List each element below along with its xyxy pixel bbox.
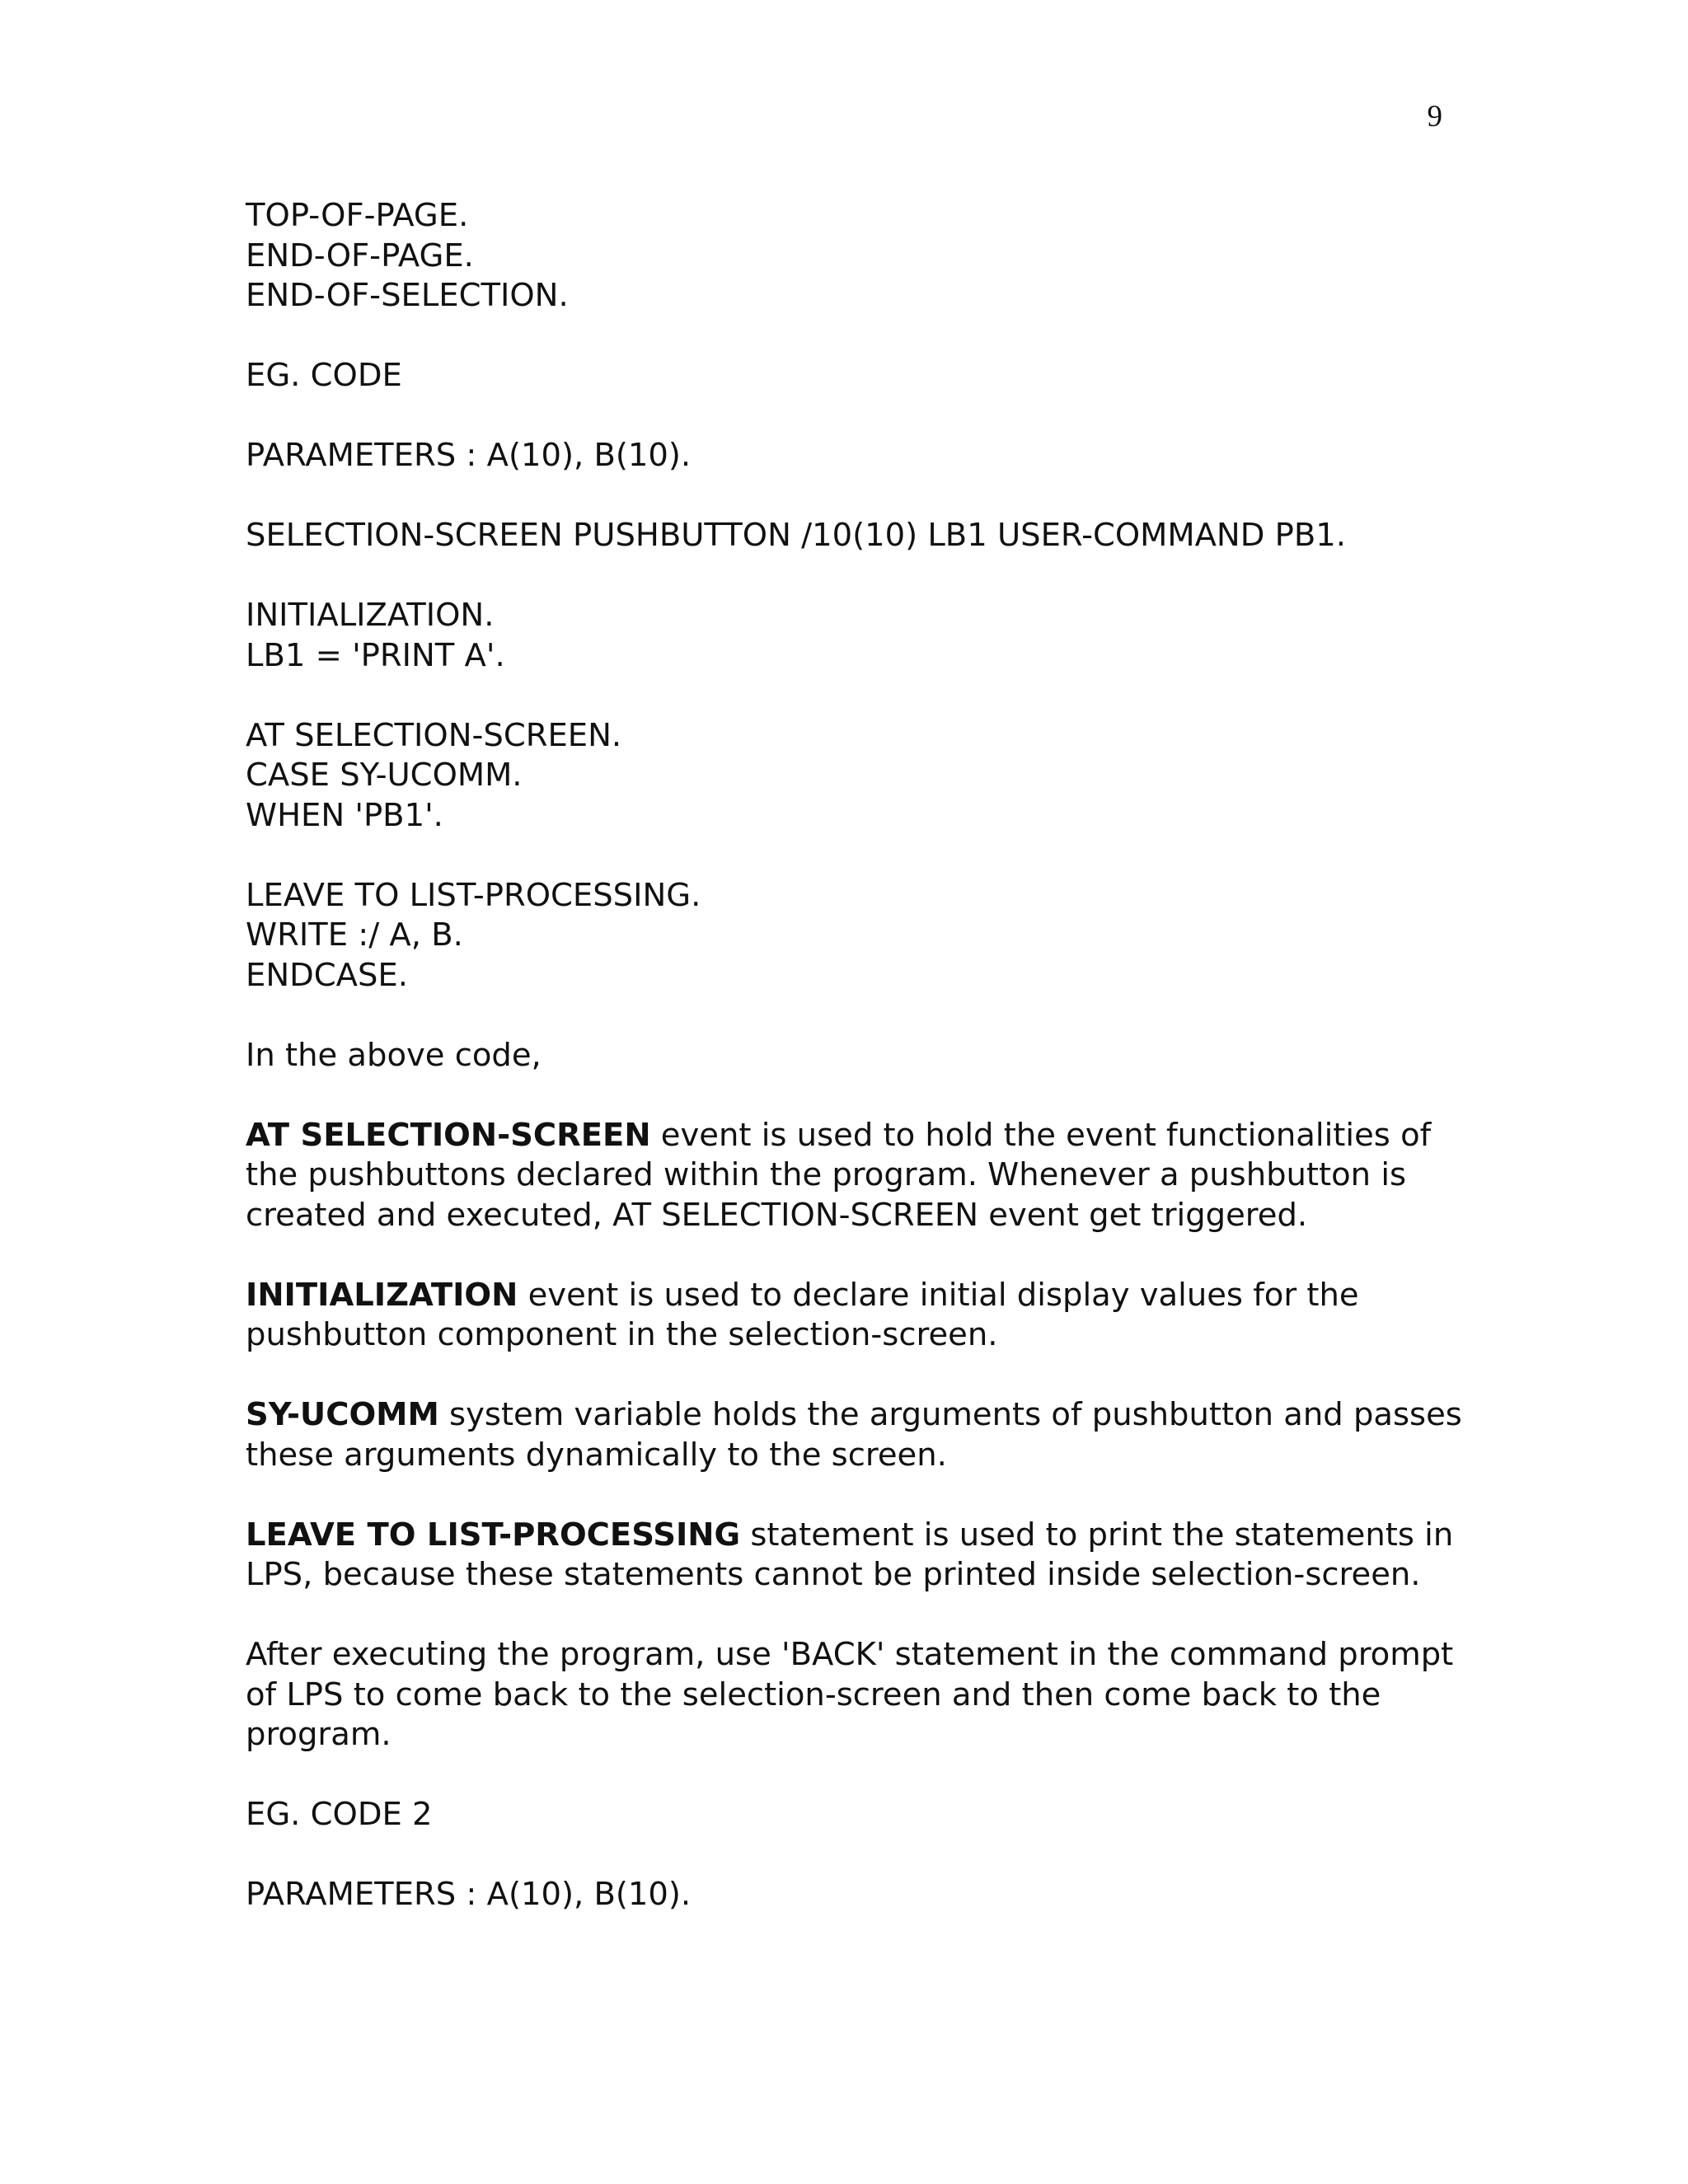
code-line: LEAVE TO LIST-PROCESSING. <box>246 876 701 914</box>
explanation-leave-to-list-processing: LEAVE TO LIST-PROCESSING statement is used to print the statements in LPS, because these statements cannot be printed inside selection-screen. <box>246 1516 1454 1593</box>
term: INITIALIZATION <box>246 1276 518 1314</box>
code-line: PARAMETERS : A(10), B(10). <box>246 437 692 474</box>
code-line: INITIALIZATION. <box>246 597 495 634</box>
code-line: ENDCASE. <box>246 956 408 994</box>
example-heading: EG. CODE 2 <box>246 1796 433 1833</box>
code-line: AT SELECTION-SCREEN. <box>246 716 622 754</box>
code-line: CASE SY-UCOMM. <box>246 757 523 794</box>
page-number: 9 <box>1427 100 1442 134</box>
code-line: END-OF-SELECTION. <box>246 277 569 314</box>
example-heading: EG. CODE <box>246 357 402 394</box>
code-line: SELECTION-SCREEN PUSHBUTTON /10(10) LB1 USER-COMMAND PB1. <box>246 517 1346 554</box>
term: SY-UCOMM <box>246 1396 439 1433</box>
explanation-at-selection-screen: AT SELECTION-SCREEN event is used to hold the event functionalities of the pushbuttons declared within the program. Whenever a pushbutton is created and executed, AT SELECTION-SCREEN event get triggered. <box>246 1116 1432 1234</box>
code-line: LB1 = 'PRINT A'. <box>246 636 505 674</box>
explanation-sy-ucomm: SY-UCOMM system variable holds the arguments of pushbutton and passes these arguments dynamically to the screen. <box>246 1396 1462 1474</box>
after-execution-paragraph: After executing the program, use 'BACK' statement in the command prompt of LPS to come back to the selection-screen and then come back to the program. <box>246 1636 1454 1753</box>
code-line: WHEN 'PB1'. <box>246 796 443 834</box>
term: AT SELECTION-SCREEN <box>246 1116 651 1154</box>
explanation-initialization: INITIALIZATION event is used to declare initial display values for the pushbutton component in the selection-screen. <box>246 1276 1359 1353</box>
code-line: END-OF-PAGE. <box>246 237 474 274</box>
page-content <box>246 196 1531 1915</box>
intro-text: In the above code, <box>246 1036 542 1074</box>
code-line: PARAMETERS : A(10), B(10). <box>246 1876 692 1913</box>
code-line: WRITE :/ A, B. <box>246 916 463 954</box>
code-line: TOP-OF-PAGE. <box>246 197 469 234</box>
term: LEAVE TO LIST-PROCESSING <box>246 1516 741 1554</box>
